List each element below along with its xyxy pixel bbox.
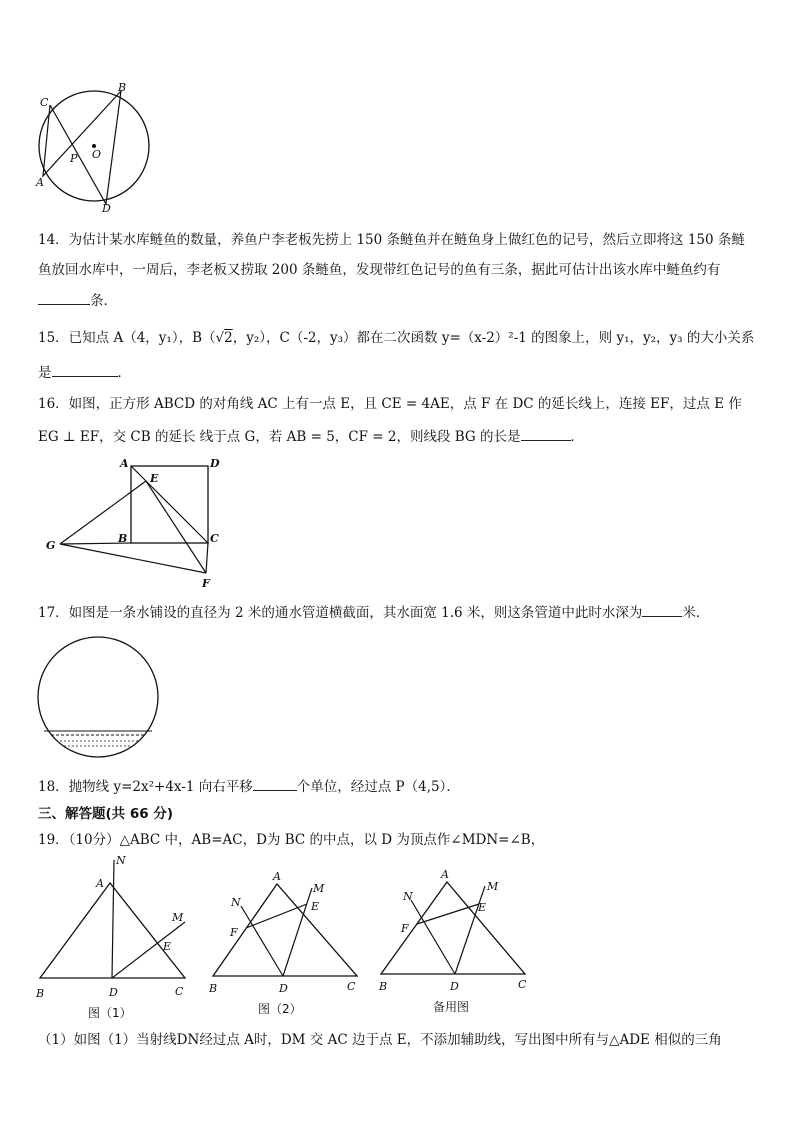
- label-D: D: [279, 982, 288, 995]
- q17-text: 17．如图是一条水铺设的直径为 2 米的通水管道横截面，其水面宽 1.6 米，则这条管道中此时水深为: [38, 605, 643, 621]
- q16-text-end: ．: [570, 429, 584, 445]
- label-C: C: [40, 96, 49, 109]
- answer-blank: [38, 290, 90, 305]
- q16-line1: 16．如图，正方形 ABCD 的对角线 AC 上有一点 E，且 CE = 4AE，点 F 在 DC 的延长线上，连接 EF，过点 E 作: [38, 396, 742, 412]
- label-C: C: [518, 978, 527, 991]
- label-E: E: [478, 901, 487, 914]
- q15-line1: [38, 328, 754, 348]
- label-A: A: [273, 870, 281, 883]
- section-title: 三、解答题(共 66 分): [38, 806, 174, 822]
- label-M: M: [487, 880, 499, 893]
- sqrt-argument: 2: [224, 330, 233, 346]
- q14-line2: 鱼放回水库中，一周后，李老板又捞取 200 条鲢鱼，发现带红色记号的鱼有三条，据此可估计出该水库中鲢鱼约有: [38, 262, 721, 278]
- caption-fig1: 图（1）: [88, 1006, 132, 1020]
- figure-q19-1: [30, 850, 200, 1000]
- label-C: C: [210, 532, 219, 545]
- q14-line3-tail: 条．: [90, 293, 117, 309]
- q16-line2: [38, 426, 584, 447]
- label-E: E: [163, 940, 172, 953]
- answer-blank: [642, 602, 682, 617]
- label-E: E: [311, 900, 320, 913]
- q14-line1: 14．为估计某水库鲢鱼的数量，养鱼户李老板先捞上 150 条鲢鱼并在鲢鱼身上做红色的记号，然后立即将这 150 条鲢: [38, 232, 745, 248]
- label-O: O: [92, 148, 102, 161]
- label-B: B: [118, 81, 127, 94]
- label-N: N: [403, 890, 413, 903]
- label-B: B: [209, 982, 218, 995]
- label-F: F: [401, 922, 409, 935]
- label-D: D: [450, 980, 459, 993]
- q15-line2: [38, 362, 131, 383]
- q17-line1: [38, 602, 709, 623]
- q19-sub1: （1）如图（1）当射线DN经过点 A时，DM 交 AC 边于点 E，不添加辅助线，写出图中所有与△ADE 相似的三角: [38, 1032, 722, 1048]
- caption-fig2: 图（2）: [258, 1002, 302, 1016]
- label-B: B: [36, 987, 45, 1000]
- label-E: E: [150, 472, 159, 485]
- q18-text-a: 18．抛物线 y=2x²+4x-1 向右平移: [38, 779, 253, 795]
- label-C: C: [175, 985, 184, 998]
- figure-q19-2: [205, 866, 365, 996]
- label-F: F: [202, 577, 210, 590]
- caption-backup: 备用图: [433, 1000, 470, 1014]
- figure-q13-circle: [30, 78, 160, 218]
- figure-q16-square: [38, 455, 238, 595]
- label-A: A: [441, 868, 449, 881]
- label-B: B: [118, 532, 128, 545]
- label-G: G: [46, 539, 56, 552]
- figure-q17-pipe: [36, 634, 166, 764]
- q15-text-d: ．: [117, 365, 131, 381]
- label-D: D: [109, 986, 118, 999]
- answer-blank: [52, 362, 118, 377]
- answer-blank: [521, 426, 571, 441]
- label-B: B: [379, 980, 388, 993]
- label-N: N: [231, 896, 241, 909]
- q15-text-c: 是: [38, 365, 52, 381]
- q15-text-a: 15．已知点 A（4，y₁），B（: [38, 330, 216, 346]
- label-A: A: [120, 457, 129, 470]
- label-A: A: [96, 877, 104, 890]
- q16-text: EG ⊥ EF，交 CB 的延长 线于点 G，若 AB = 5，CF = 2，则线段 BG 的长是: [38, 429, 521, 445]
- q18-text-b: 个单位，经过点 P（4,5）．: [296, 779, 460, 795]
- figure-q19-backup: [375, 866, 535, 996]
- label-P: P: [70, 152, 78, 165]
- label-N: N: [116, 854, 126, 867]
- q14-line3: [38, 290, 117, 311]
- label-M: M: [172, 911, 184, 924]
- q19-line1: 19．（10分）△ABC 中，AB=AC，D为 BC 的中点，以 D 为顶点作∠MDN=∠B，: [38, 832, 545, 848]
- answer-blank: [253, 776, 297, 791]
- q15-text-b: ，y₂），C（-2，y₃）都在二次函数 y=（x-2）²-1 的图象上，则 y₁，y₂，y₃ 的大小关系: [232, 330, 755, 346]
- label-D: D: [102, 202, 111, 215]
- label-D: D: [210, 457, 220, 470]
- q17-text-end: 米．: [682, 605, 710, 621]
- label-F: F: [230, 926, 238, 939]
- sqrt-symbol: √: [215, 330, 225, 346]
- label-A: A: [36, 176, 44, 189]
- label-M: M: [313, 882, 325, 895]
- label-C: C: [347, 980, 356, 993]
- q18-line1: [38, 776, 460, 797]
